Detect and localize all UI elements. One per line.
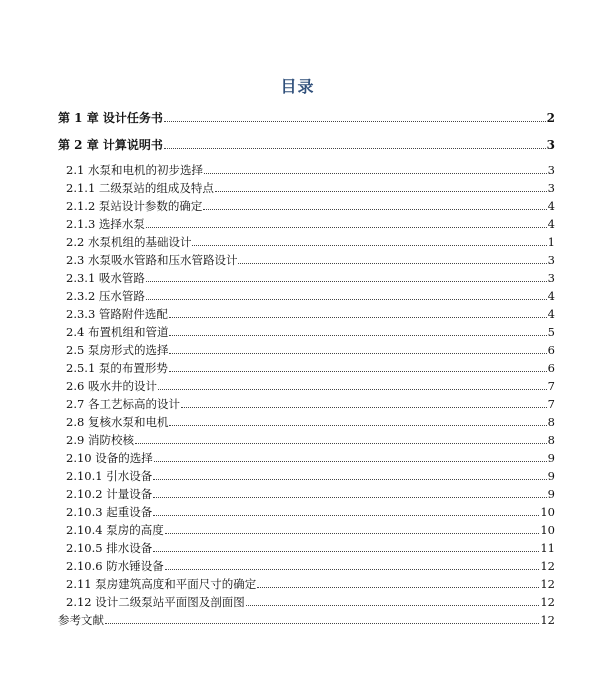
toc-leader-dots bbox=[246, 605, 540, 606]
toc-chapter-row[interactable] bbox=[58, 110, 555, 126]
toc-leader-dots bbox=[204, 173, 547, 174]
toc-entry-row[interactable] bbox=[66, 450, 555, 466]
toc-page-number: 5 bbox=[547, 325, 555, 339]
toc-entry-label: 2.5.1 泵的布置形势 bbox=[66, 361, 168, 375]
toc-leader-dots bbox=[135, 443, 547, 444]
toc-entry-row[interactable] bbox=[66, 378, 555, 394]
toc-leader-dots bbox=[164, 121, 546, 122]
toc-entry-label: 2.1 水泵和电机的初步选择 bbox=[66, 163, 203, 177]
toc-entry-row[interactable] bbox=[66, 486, 555, 502]
toc-entry-label: 2.3.2 压水管路 bbox=[66, 289, 145, 303]
toc-entry-row[interactable] bbox=[58, 612, 555, 628]
toc-entry-label: 2.9 消防校核 bbox=[66, 433, 134, 447]
toc-entry-row[interactable] bbox=[66, 468, 555, 484]
toc-entry-label: 2.10.2 计量设备 bbox=[66, 487, 153, 501]
toc-entry-row[interactable] bbox=[66, 162, 555, 178]
toc-leader-dots bbox=[153, 497, 546, 498]
toc-leader-dots bbox=[146, 227, 547, 228]
toc-leader-dots bbox=[146, 299, 547, 300]
toc-page-number: 12 bbox=[540, 613, 555, 627]
toc-entry-row[interactable] bbox=[66, 198, 555, 214]
toc-page-number: 8 bbox=[547, 415, 555, 429]
toc-leader-dots bbox=[215, 191, 547, 192]
toc-leader-dots bbox=[203, 209, 546, 210]
toc-entry-label: 2.1.2 泵站设计参数的确定 bbox=[66, 199, 203, 213]
toc-entry-label: 2.10 设备的选择 bbox=[66, 451, 153, 465]
toc-entry-row[interactable] bbox=[66, 540, 555, 556]
toc-entry-row[interactable] bbox=[66, 414, 555, 430]
toc-entry-row[interactable] bbox=[66, 576, 555, 592]
toc-entry-row[interactable] bbox=[66, 504, 555, 520]
toc-entry-label: 2.4 布置机组和管道 bbox=[66, 325, 169, 339]
toc-page-number: 4 bbox=[547, 307, 555, 321]
toc-entry-label: 2.10.5 排水设备 bbox=[66, 541, 153, 555]
toc-leader-dots bbox=[165, 533, 540, 534]
toc-entry-label: 2.10.4 泵房的高度 bbox=[66, 523, 164, 537]
toc-page-number: 9 bbox=[547, 469, 555, 483]
toc-entry-label: 2.3 水泵吸水管路和压水管路设计 bbox=[66, 253, 238, 267]
toc-leader-dots bbox=[169, 425, 546, 426]
toc-leader-dots bbox=[153, 551, 539, 552]
toc-page-number: 11 bbox=[540, 541, 555, 555]
toc-leader-dots bbox=[146, 281, 547, 282]
toc-entry-label: 2.12 设计二级泵站平面图及剖面图 bbox=[66, 595, 245, 609]
toc-page-number: 12 bbox=[540, 595, 555, 609]
toc-leader-dots bbox=[192, 245, 546, 246]
toc-leader-dots bbox=[153, 515, 539, 516]
toc-entry-row[interactable] bbox=[66, 522, 555, 538]
toc-page-number: 4 bbox=[547, 199, 555, 213]
toc-entry-label: 2.2 水泵机组的基础设计 bbox=[66, 235, 192, 249]
toc-leader-dots bbox=[181, 407, 547, 408]
toc-page-number: 1 bbox=[547, 235, 555, 249]
toc-page-number: 2 bbox=[546, 111, 555, 125]
toc-page-number: 7 bbox=[547, 397, 555, 411]
toc-leader-dots bbox=[238, 263, 546, 264]
toc-entry-row[interactable] bbox=[66, 270, 555, 286]
toc-entry-row[interactable] bbox=[66, 324, 555, 340]
toc-page-number: 10 bbox=[540, 505, 555, 519]
toc-entry-label: 2.10.6 防水锤设备 bbox=[66, 559, 164, 573]
toc-page-number: 12 bbox=[540, 577, 555, 591]
toc-entry-row[interactable] bbox=[66, 306, 555, 322]
toc-entry-label: 2.3.1 吸水管路 bbox=[66, 271, 145, 285]
toc-page-number: 4 bbox=[547, 217, 555, 231]
toc-leader-dots bbox=[165, 569, 540, 570]
toc-leader-dots bbox=[158, 389, 547, 390]
toc-page-number: 10 bbox=[540, 523, 555, 537]
toc-entry-label: 2.10.3 起重设备 bbox=[66, 505, 153, 519]
toc-page-number: 8 bbox=[547, 433, 555, 447]
toc-leader-dots bbox=[164, 148, 546, 149]
toc-entry-row[interactable] bbox=[66, 360, 555, 376]
toc-entry-row[interactable] bbox=[66, 432, 555, 448]
toc-page-number: 6 bbox=[547, 361, 555, 375]
toc-page-number: 7 bbox=[547, 379, 555, 393]
toc-entry-label: 2.5 泵房形式的选择 bbox=[66, 343, 169, 357]
toc-page-number: 3 bbox=[547, 271, 555, 285]
toc-leader-dots bbox=[169, 317, 547, 318]
toc-entry-row[interactable] bbox=[66, 396, 555, 412]
toc-entry-row[interactable] bbox=[66, 594, 555, 610]
toc-page-number: 9 bbox=[547, 451, 555, 465]
toc-leader-dots bbox=[257, 587, 539, 588]
toc-entry-label: 第 1 章 设计任务书 bbox=[58, 111, 163, 125]
toc-page-number: 6 bbox=[547, 343, 555, 357]
toc-page-number: 3 bbox=[547, 181, 555, 195]
toc-entry-label: 2.1.1 二级泵站的组成及特点 bbox=[66, 181, 214, 195]
toc-entry-row[interactable] bbox=[66, 234, 555, 250]
toc-entry-label: 第 2 章 计算说明书 bbox=[58, 138, 163, 152]
toc-leader-dots bbox=[105, 623, 539, 624]
toc-entry-row[interactable] bbox=[66, 342, 555, 358]
toc-page-number: 4 bbox=[547, 289, 555, 303]
toc-entry-row[interactable] bbox=[66, 252, 555, 268]
toc-entry-row[interactable] bbox=[66, 288, 555, 304]
toc-page-number: 3 bbox=[546, 138, 555, 152]
toc-entry-label: 2.1.3 选择水泵 bbox=[66, 217, 145, 231]
toc-entry-label: 2.11 泵房建筑高度和平面尺寸的确定 bbox=[66, 577, 257, 591]
toc-entry-label: 2.10.1 引水设备 bbox=[66, 469, 153, 483]
toc-page-number: 9 bbox=[547, 487, 555, 501]
toc-entry-label: 2.3.3 管路附件选配 bbox=[66, 307, 168, 321]
toc-leader-dots bbox=[153, 479, 546, 480]
toc-leader-dots bbox=[154, 461, 547, 462]
toc-page-number: 3 bbox=[547, 163, 555, 177]
toc-entry-label: 2.6 吸水井的设计 bbox=[66, 379, 157, 393]
toc-page-number: 3 bbox=[547, 253, 555, 267]
toc-entry-row[interactable] bbox=[66, 180, 555, 196]
toc-entry-row[interactable] bbox=[66, 216, 555, 232]
toc-leader-dots bbox=[169, 353, 546, 354]
toc-entry-label: 参考文献 bbox=[58, 613, 104, 627]
toc-chapter-row[interactable] bbox=[58, 137, 555, 153]
toc-entry-label: 2.8 复核水泵和电机 bbox=[66, 415, 169, 429]
toc-leader-dots bbox=[169, 335, 546, 336]
toc-page-number: 12 bbox=[540, 559, 555, 573]
toc-leader-dots bbox=[169, 371, 547, 372]
toc-title: 目录 bbox=[280, 77, 315, 96]
toc-entry-label: 2.7 各工艺标高的设计 bbox=[66, 397, 180, 411]
toc-entry-row[interactable] bbox=[66, 558, 555, 574]
